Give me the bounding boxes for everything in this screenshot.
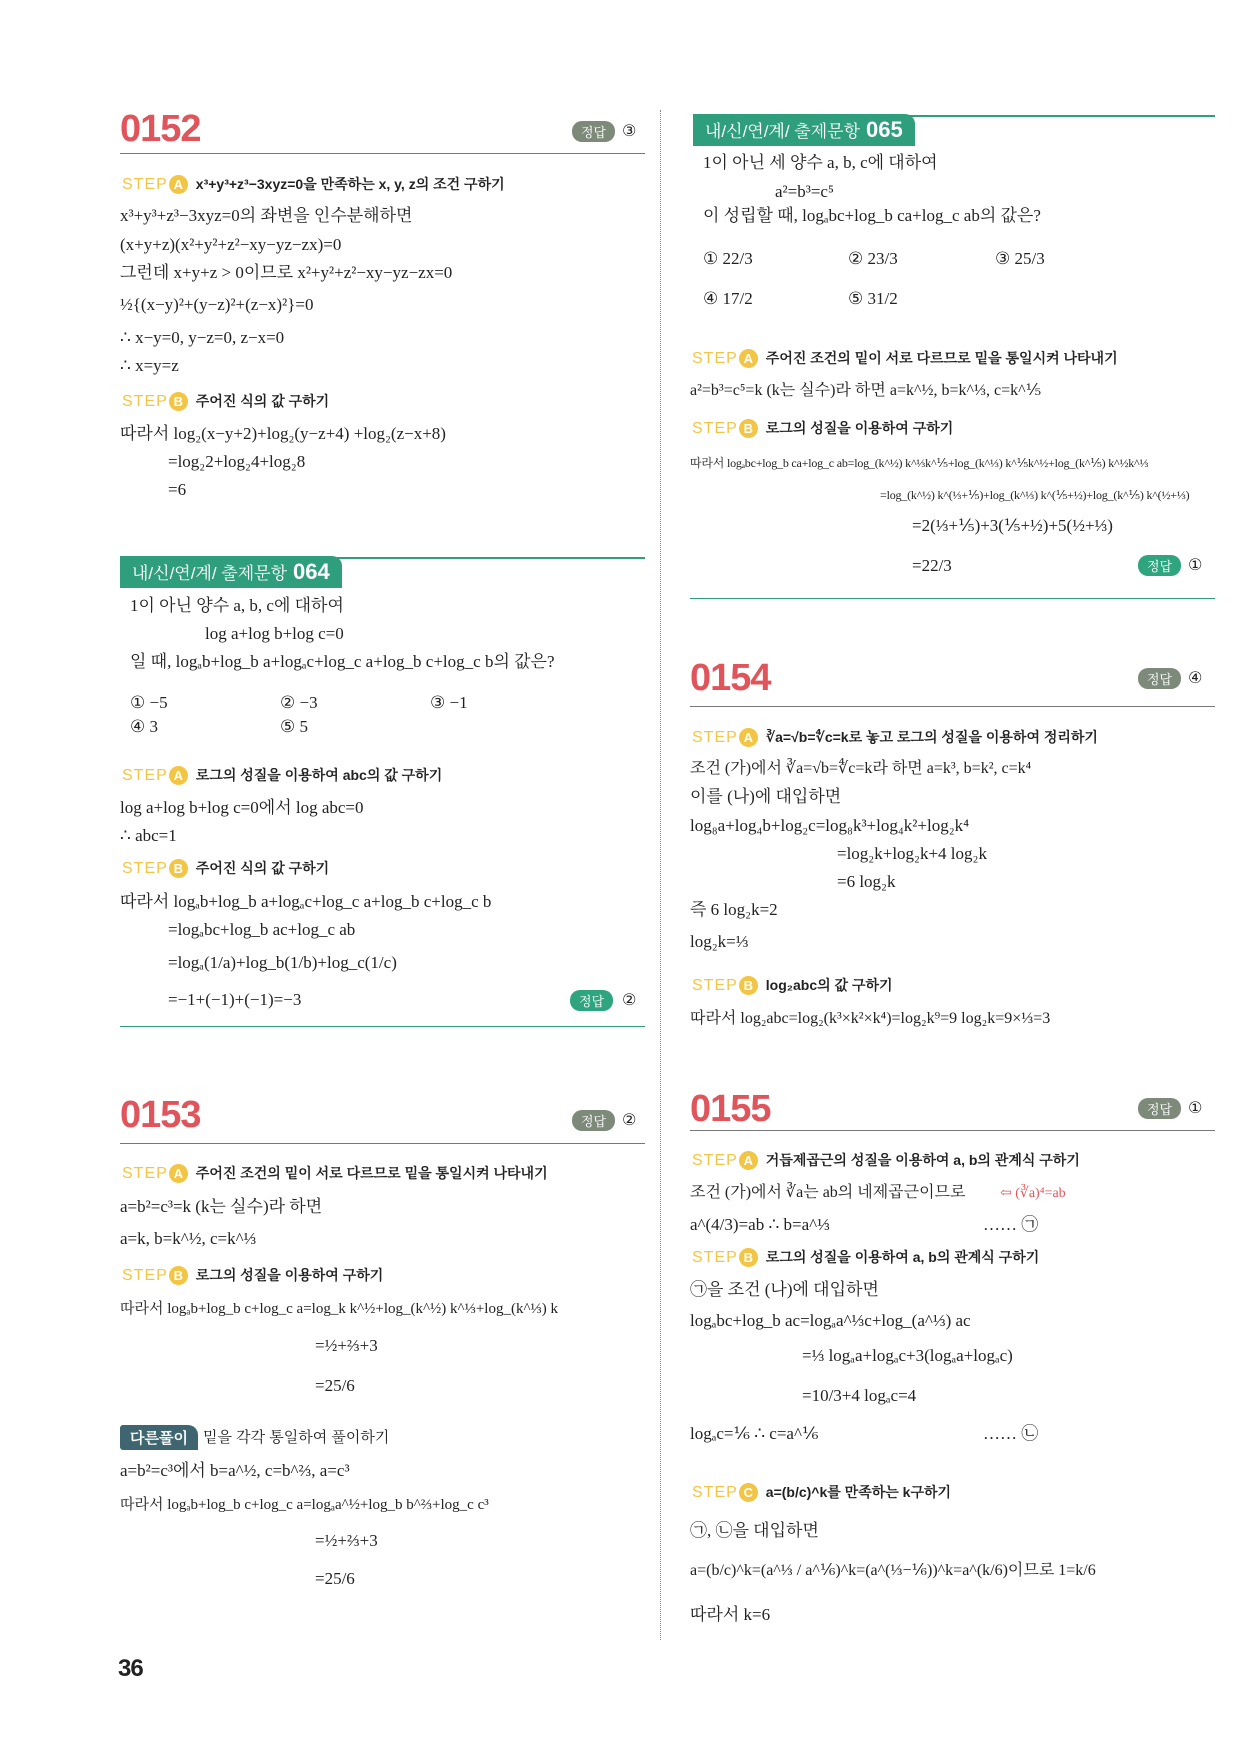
- solution-line: =25/6: [315, 1569, 355, 1588]
- banner-label: 내/신/연/계/ 출제문항: [705, 122, 860, 141]
- step-a-circle: A: [169, 766, 188, 785]
- solution-line: =2(⅓+⅕)+3(⅕+½)+5(½+⅓): [912, 516, 1113, 535]
- step-label: STEP: [692, 1484, 738, 1501]
- problem-number: 0152: [120, 108, 201, 150]
- solution-line: =10/3+4 logₐc=4: [802, 1386, 917, 1405]
- choice: ⑤ 5: [280, 717, 308, 736]
- step-b-heading: [122, 1265, 383, 1285]
- solution-line: a^(4/3)=ab ∴ b=a^⅓: [690, 1215, 830, 1234]
- answer-badge: 정답: [572, 121, 615, 142]
- alternative-solution-title: 밑을 각각 통일하여 풀이하기: [203, 1429, 390, 1446]
- problem-number: 0154: [690, 657, 771, 699]
- step-b-circle: B: [169, 1266, 188, 1285]
- question-line: 이 성립할 때, logₐbc+log_b ca+log_c ab의 값은?: [703, 206, 1041, 225]
- choice: ③ 25/3: [995, 249, 1045, 268]
- solution-line: =⅓ logₐa+logₐc+3(logₐa+logₐc): [802, 1346, 1013, 1365]
- solution-line: ∴ abc=1: [120, 826, 177, 845]
- question-line: a²=b³=c⁵: [775, 182, 834, 201]
- divider-rule: [120, 153, 645, 154]
- step-c-circle: C: [739, 1483, 758, 1502]
- solution-line: 따라서 logₐbc+log_b ca+log_c ab=log_(k^½) k^⅓k^⅕+log_(k^⅓) k^⅕k^½+log_(k^⅕) k^½k^⅓: [690, 456, 1149, 470]
- solution-line: 따라서 logₐb+log_b c+log_c a=logₐa^½+log_b b^⅔+log_c c³: [120, 1497, 489, 1513]
- answer-value: ③: [622, 121, 637, 140]
- step-b-circle: B: [739, 1248, 758, 1267]
- step-label: STEP: [122, 176, 168, 193]
- step-label: STEP: [122, 393, 168, 410]
- solution-line: =log₂k+log₂k+4 log₂k: [837, 844, 987, 863]
- solution-line: =log₂2+log₂4+log₂8: [168, 452, 306, 471]
- answer-value: ①: [1188, 1098, 1203, 1117]
- choice: ⑤ 31/2: [848, 289, 898, 308]
- step-title: a=(b/c)^k를 만족하는 k구하기: [765, 1484, 952, 1500]
- step-label: STEP: [692, 1249, 738, 1266]
- solution-line: 조건 (가)에서 ∛a=√b=∜c=k라 하면 a=k³, b=k², c=k⁴: [690, 760, 1032, 777]
- solution-line: 따라서 k=6: [690, 1605, 771, 1624]
- solution-line: 따라서 log₂(x−y+2)+log₂(y−z+4) +log₂(z−x+8): [120, 424, 446, 443]
- column-divider: [660, 110, 661, 1640]
- answer-value: ②: [622, 1110, 637, 1129]
- solution-line: =6: [168, 480, 187, 499]
- step-b-heading: [692, 418, 953, 438]
- answer-badge: 정답: [1138, 1098, 1181, 1119]
- choice: ① −5: [130, 693, 168, 712]
- choice: ④ 17/2: [703, 289, 753, 308]
- solution-line: ½{(x−y)²+(y−z)²+(z−x)²}=0: [120, 295, 314, 314]
- step-title: 로그의 성질을 이용하여 구하기: [765, 420, 954, 436]
- divider-rule: [120, 1143, 645, 1144]
- step-a-heading: [692, 727, 1098, 747]
- step-b-circle: B: [169, 859, 188, 878]
- step-a-heading: [122, 174, 505, 194]
- step-title: 로그의 성질을 이용하여 구하기: [195, 1267, 384, 1283]
- step-b-heading: [692, 975, 893, 995]
- choice: ② −3: [280, 693, 318, 712]
- step-title: 로그의 성질을 이용하여 abc의 값 구하기: [195, 767, 443, 783]
- solution-line: 이를 (나)에 대입하면: [690, 787, 842, 806]
- step-label: STEP: [122, 1267, 168, 1284]
- solution-line: logₐbc+log_b ac=logₐa^⅓c+log_(a^⅓) ac: [690, 1311, 971, 1330]
- solution-line: a²=b³=c⁵=k (k는 실수)라 하면 a=k^½, b=k^⅓, c=k^⅕: [690, 382, 1042, 399]
- solution-line: =−1+(−1)+(−1)=−3: [168, 990, 302, 1009]
- solution-line: =½+⅔+3: [315, 1531, 378, 1550]
- step-a-circle: A: [169, 1164, 188, 1183]
- answer-badge: 정답: [572, 1110, 615, 1131]
- solution-line: 그런데 x+y+z > 0이므로 x²+y²+z²−xy−yz−zx=0: [120, 263, 453, 282]
- solution-line: log₈a+log₄b+log₂c=log₈k³+log₄k²+log₂k⁴: [690, 816, 970, 835]
- solution-line: a=b²=c³=k (k는 실수)라 하면: [120, 1197, 323, 1216]
- step-a-circle: A: [169, 175, 188, 194]
- solution-line: =6 log₂k: [837, 872, 896, 891]
- solution-line: =½+⅔+3: [315, 1336, 378, 1355]
- solution-line: 즉 6 log₂k=2: [690, 900, 778, 919]
- banner-number: 065: [866, 117, 903, 142]
- step-title: log₂abc의 값 구하기: [765, 977, 893, 993]
- answer-value: ②: [622, 990, 637, 1009]
- solution-line: =22/3: [912, 556, 952, 575]
- linked-question-banner: [120, 556, 342, 588]
- choice: ① 22/3: [703, 249, 753, 268]
- equation-marker: …… ㉠: [983, 1215, 1039, 1234]
- solution-line: a=b²=c³에서 b=a^½, c=b^⅔, a=c³: [120, 1461, 350, 1480]
- answer-value: ④: [1188, 668, 1203, 687]
- step-label: STEP: [692, 729, 738, 746]
- linked-question-banner: [693, 114, 915, 146]
- side-note: ⇦ (∛a)⁴=ab: [1000, 1186, 1066, 1201]
- solution-line: 조건 (가)에서 ∛a는 ab의 네제곱근이므로: [690, 1184, 966, 1201]
- problem-number: 0153: [120, 1094, 201, 1136]
- alternative-solution-tag: 다른풀이: [120, 1425, 198, 1450]
- solution-line: log a+log b+log c=0에서 log abc=0: [120, 798, 364, 817]
- answer-badge: 정답: [1138, 668, 1181, 689]
- step-title: 로그의 성질을 이용하여 a, b의 관계식 구하기: [765, 1249, 1040, 1265]
- step-a-heading: [122, 765, 442, 785]
- step-title: ∛a=√b=∜c=k로 놓고 로그의 성질을 이용하여 정리하기: [765, 729, 1098, 745]
- step-label: STEP: [122, 860, 168, 877]
- step-title: 주어진 식의 값 구하기: [195, 860, 330, 876]
- solution-line: logₐc=⅙ ∴ c=a^⅙: [690, 1424, 819, 1443]
- solution-line: =log_(k^½) k^(⅓+⅕)+log_(k^⅓) k^(⅕+½)+log_(k^⅕) k^(½+⅓): [880, 488, 1190, 502]
- equation-marker: …… ㉡: [983, 1424, 1039, 1443]
- step-label: STEP: [692, 977, 738, 994]
- divider-rule: [690, 706, 1215, 707]
- choice: ③ −1: [430, 693, 468, 712]
- section-end-rule: [690, 598, 1215, 599]
- solution-line: (x+y+z)(x²+y²+z²−xy−yz−zx)=0: [120, 235, 342, 254]
- step-title: 주어진 식의 값 구하기: [195, 393, 330, 409]
- step-title: 거듭제곱근의 성질을 이용하여 a, b의 관계식 구하기: [765, 1152, 1080, 1168]
- solution-line: =logₐ(1/a)+log_b(1/b)+log_c(1/c): [168, 953, 397, 972]
- solution-line: a=k, b=k^½, c=k^⅓: [120, 1229, 257, 1248]
- step-label: STEP: [692, 350, 738, 367]
- solution-line: ㉠, ㉡을 대입하면: [690, 1521, 819, 1540]
- divider-rule: [690, 1130, 1215, 1131]
- choice: ④ 3: [130, 717, 158, 736]
- question-line: 1이 아닌 양수 a, b, c에 대하여: [130, 596, 344, 615]
- step-b-heading: [122, 858, 329, 878]
- step-title: 주어진 조건의 밑이 서로 다르므로 밑을 통일시켜 나타내기: [765, 350, 1118, 366]
- step-b-circle: B: [169, 392, 188, 411]
- answer-badge: 정답: [570, 990, 613, 1011]
- step-a-circle: A: [739, 728, 758, 747]
- answer-value: ①: [1188, 555, 1203, 574]
- solution-line: log₂k=⅓: [690, 932, 749, 951]
- solution-line: ∴ x=y=z: [120, 356, 179, 375]
- banner-label: 내/신/연/계/ 출제문항: [132, 564, 287, 583]
- solution-line: ∴ x−y=0, y−z=0, z−x=0: [120, 328, 285, 347]
- step-label: STEP: [692, 1152, 738, 1169]
- step-label: STEP: [122, 767, 168, 784]
- section-end-rule: [120, 1026, 645, 1027]
- question-line: 1이 아닌 세 양수 a, b, c에 대하여: [703, 153, 938, 172]
- question-line: 일 때, logₐb+log_b a+logₐc+log_c a+log_b c+log_c b의 값은?: [130, 652, 555, 671]
- solution-line: 따라서 logₐb+log_b c+log_c a=log_k k^½+log_(k^½) k^⅓+log_(k^⅓) k: [120, 1301, 558, 1317]
- answer-badge: 정답: [1138, 555, 1181, 576]
- step-b-circle: B: [739, 419, 758, 438]
- solution-line: a=(b/c)^k=(a^⅓ / a^⅙)^k=(a^(⅓−⅙))^k=a^(k/6)이므로 1=k/6: [690, 1562, 1096, 1579]
- step-a-heading: [122, 1163, 548, 1183]
- step-title: 주어진 조건의 밑이 서로 다르므로 밑을 통일시켜 나타내기: [195, 1165, 548, 1181]
- page-number: 36: [118, 1655, 143, 1682]
- solution-line: =logₐbc+log_b ac+log_c ab: [168, 920, 356, 939]
- step-label: STEP: [122, 1165, 168, 1182]
- solution-line: =25/6: [315, 1376, 355, 1395]
- solution-line: ㉠을 조건 (나)에 대입하면: [690, 1280, 879, 1299]
- step-a-heading: [692, 348, 1118, 368]
- step-b-circle: B: [739, 976, 758, 995]
- banner-number: 064: [293, 559, 330, 584]
- step-c-heading: [692, 1482, 951, 1502]
- solution-line: x³+y³+z³−3xyz=0의 좌변을 인수분해하면: [120, 206, 413, 225]
- step-a-circle: A: [739, 1151, 758, 1170]
- solution-line: 따라서 log₂abc=log₂(k³×k²×k⁴)=log₂k⁹=9 log₂k=9×⅓=3: [690, 1010, 1051, 1027]
- step-label: STEP: [692, 420, 738, 437]
- step-a-circle: A: [739, 349, 758, 368]
- step-title: x³+y³+z³−3xyz=0을 만족하는 x, y, z의 조건 구하기: [195, 176, 505, 192]
- step-a-heading: [692, 1150, 1080, 1170]
- step-b-heading: [692, 1247, 1039, 1267]
- solution-line: 따라서 logₐb+log_b a+logₐc+log_c a+log_b c+log_c b: [120, 892, 492, 911]
- problem-number: 0155: [690, 1088, 771, 1130]
- question-line: log a+log b+log c=0: [205, 624, 344, 643]
- choice: ② 23/3: [848, 249, 898, 268]
- step-b-heading: [122, 391, 329, 411]
